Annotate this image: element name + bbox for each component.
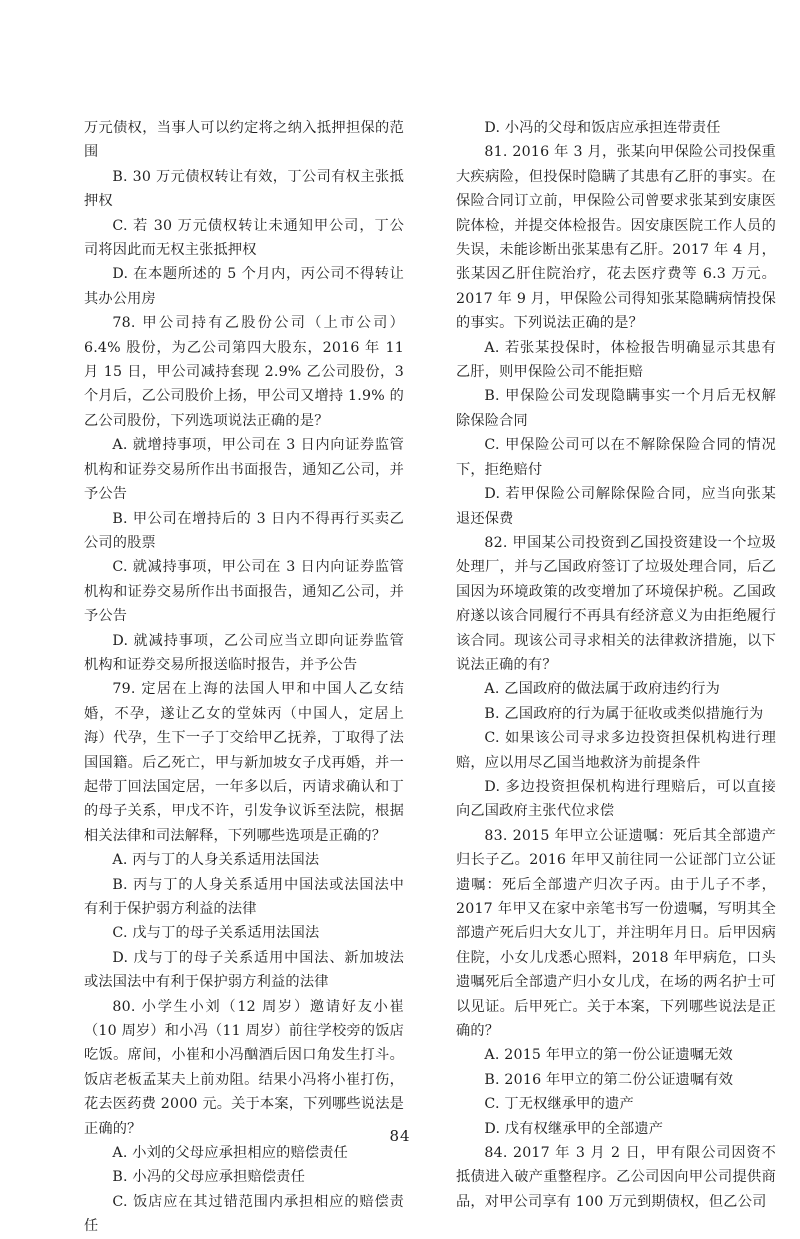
continued-paragraph: 万元债权，当事人可以约定将之纳入抵押担保的范围 — [84, 120, 404, 161]
answer-option: C. 如果该公司寻求多边投资担保机构进行理赔，应以用尽乙国当地救济为前提条件 — [456, 730, 776, 771]
left-column — [84, 116, 404, 1239]
question-paragraph: 83. 2015 年甲立公证遗嘱：死后其全部遗产归长子乙。2016 年甲又前往同一公证部门立公证遗嘱：死后全部遗产归次子丙。由于儿子不孝，2017 年甲又在家中亲笔书写一份遗嘱，写明其全部遗产死后归大女儿丁，并注明年月日。后甲因病住院，小女儿戊悉心照料，2018 年甲病危，口头遗嘱死后全部遗产归小女儿戊，在场的两名护士可以见证。后甲死亡。关于本案，下列哪些说法是正确的？ — [456, 827, 776, 1040]
right-column — [456, 116, 776, 1214]
question-paragraph: 78. 甲公司持有乙股份公司（上市公司）6.4% 股份，为乙公司第四大股东，2016 年 11 月 15 日，甲公司减持套现 2.9% 乙公司股份，3 个月后，乙公司股价上扬，甲公司又增持 1.9% 的乙公司股份，下列选项说法正确的是？ — [84, 315, 404, 429]
answer-option: A. 丙与丁的人身关系适用法国法 — [112, 852, 320, 869]
answer-option: A. 乙国政府的做法属于政府违约行为 — [484, 681, 721, 698]
answer-option: B. 2016 年甲立的第二份公证遗嘱有效 — [484, 1071, 734, 1088]
answer-option: D. 小冯的父母和饭店应承担连带责任 — [484, 120, 721, 136]
answer-option: D. 戊有权继承甲的全部遗产 — [484, 1120, 664, 1137]
question-paragraph: 81. 2016 年 3 月，张某向甲保险公司投保重大疾病险，但投保时隐瞒了其患有乙肝的事实。在保险合同订立前，甲保险公司曾要求张某到安康医院体检，并提交体检报告。因安康医院工作人员的失误，未能诊断出张某患有乙肝。2017 年 4 月，张某因乙肝住院治疗，花去医疗费等 6.3 万元。2017 年 9 月，甲保险公司得知张某隐瞒病情投保的事实。下列说法正确的是？ — [456, 144, 776, 332]
page-number: 84 — [389, 1127, 411, 1145]
answer-option: C. 甲保险公司可以在不解除保险合同的情况下，拒绝赔付 — [456, 437, 776, 478]
answer-option: C. 就减持事项，甲公司在 3 日内向证券监管机构和证券交易所作出书面报告，通知乙公司，并予公告 — [84, 559, 404, 625]
answer-option: A. 若张某投保时，体检报告明确显示其患有乙肝，则甲保险公司不能拒赔 — [456, 339, 776, 381]
answer-option: B. 30 万元债权转让有效，丁公司有权主张抵押权 — [84, 168, 404, 210]
answer-option: B. 丙与丁的人身关系适用中国法或法国法中有利于保护弱方利益的法律 — [84, 876, 404, 917]
answer-option: B. 小冯的父母应承担赔偿责任 — [112, 1169, 306, 1186]
answer-option: A. 2015 年甲立的第一份公证遗嘱无效 — [484, 1047, 733, 1064]
answer-option: B. 甲公司在增持后的 3 日内不得再行买卖乙公司的股票 — [84, 510, 404, 551]
answer-option: D. 戊与丁的母子关系适用中国法、新加坡法或法国法中有利于保护弱方利益的法律 — [84, 949, 404, 991]
answer-option: B. 乙国政府的行为属于征收或类似措施行为 — [484, 705, 764, 722]
answer-option: A. 就增持事项，甲公司在 3 日内向证券监管机构和证券交易所作出书面报告，通知乙公司，并予公告 — [84, 437, 404, 503]
answer-option: C. 若 30 万元债权转让未通知甲公司，丁公司将因此而无权主张抵押权 — [84, 217, 404, 259]
answer-option: C. 丁无权继承甲的遗产 — [484, 1096, 634, 1113]
answer-option: B. 甲保险公司发现隐瞒事实一个月后无权解除保险合同 — [456, 388, 776, 429]
answer-option: D. 多边投资担保机构进行理赔后，可以直接向乙国政府主张代位求偿 — [456, 778, 776, 820]
question-paragraph: 80. 小学生小刘（12 周岁）邀请好友小崔（10 周岁）和小冯（11 周岁）前往学校旁的饭店吃饭。席间，小崔和小冯酗酒后因口角发生打斗。饭店老板孟某夫上前劝阻。结果小冯将小崔打伤，花去医药费 2000 元。关于本案，下列哪些说法是正确的？ — [84, 998, 404, 1137]
question-paragraph: 84. 2017 年 3 月 2 日，甲有限公司因资不抵债进入破产重整程序。乙公司因向甲公司提供商品，对甲公司享有 100 万元到期债权，但乙公司 — [456, 1145, 776, 1210]
answer-option: C. 戊与丁的母子关系适用法国法 — [112, 925, 320, 942]
answer-option: D. 若甲保险公司解除保险合同，应当向张某退还保费 — [456, 486, 776, 527]
answer-option: D. 就减持事项，乙公司应当立即向证券监管机构和证券交易所报送临时报告，并予公告 — [84, 632, 404, 673]
answer-option: D. 在本题所述的 5 个月内，丙公司不得转让其办公用房 — [84, 266, 404, 307]
answer-option: C. 饭店应在其过错范围内承担相应的赔偿责任 — [84, 1193, 404, 1235]
question-paragraph: 79. 定居在上海的法国人甲和中国人乙女结婚，不孕，遂让乙女的堂妹丙（中国人，定居上海）代孕，生下一子丁交给甲乙抚养，丁取得了法国国籍。后乙死亡，甲与新加坡女子戊再婚，并一起带丁回法国定居，一年多以后，丙请求确认和丁的母子关系，甲戊不许，引发争议诉至法院，根据相关法律和司法解释，下列哪些选项是正确的？ — [84, 681, 404, 844]
question-paragraph: 82. 甲国某公司投资到乙国投资建设一个垃圾处理厂，并与乙国政府签订了垃圾处理合同，后乙国因为环境政策的改变增加了环境保护税。乙国政府遂以该合同履行不再具有经济意义为由拒绝履行该合同。现该公司寻求相关的法律救济措施，以下说法正确的有？ — [456, 534, 776, 673]
answer-option: A. 小刘的父母应承担相应的赔偿责任 — [112, 1145, 349, 1162]
